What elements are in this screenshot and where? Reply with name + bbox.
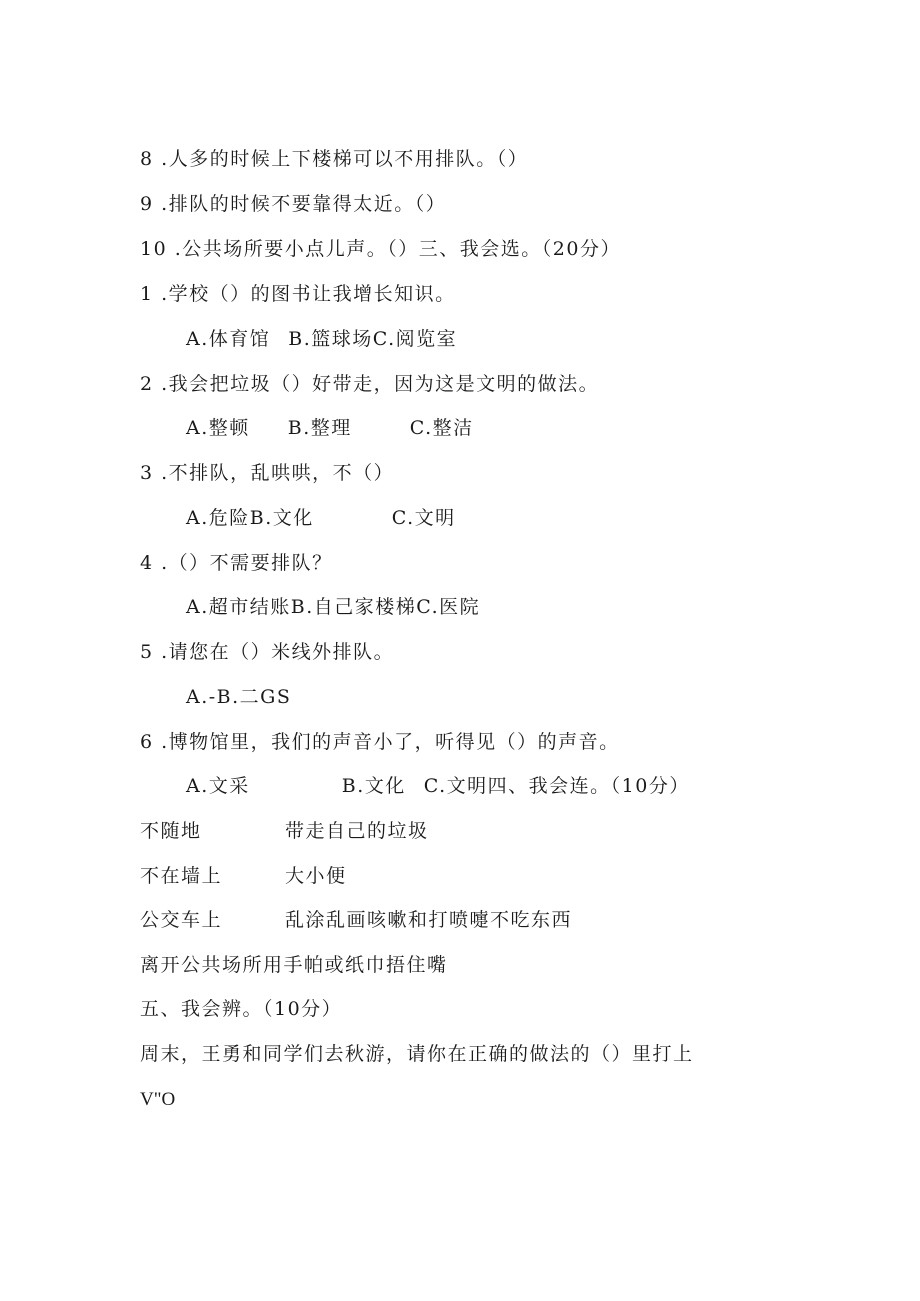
match-right-2: 大小便	[285, 865, 347, 887]
match-left-2: 不在墙上	[140, 865, 223, 887]
question-number: 9	[140, 193, 154, 215]
section-5-mark: V"O	[140, 1089, 176, 1110]
choice-3-options	[186, 506, 456, 530]
match-right-3: 乱涂乱画咳嗽和打喷嚏不吃东西	[285, 909, 573, 931]
option-a: A.整顿	[186, 417, 250, 439]
question-text: .	[153, 148, 169, 170]
question-text: 人多的时候上下楼梯可以不用排队。（）	[168, 148, 529, 170]
section-5-text: 周末，王勇和同学们去秋游，请你在正确的做法的（）里打上	[140, 1043, 694, 1065]
section-5-title: 五、我会辨。（10分）	[140, 998, 343, 1020]
choice-4-stem: 4 .（）不需要排队？	[140, 552, 333, 574]
choice-1-stem: 1 .学校（）的图书让我增长知识。	[140, 283, 456, 305]
question-text: .	[153, 193, 169, 215]
question-9	[140, 192, 446, 216]
choice-1-options	[186, 327, 457, 351]
option-b: B.文化	[341, 775, 406, 797]
choice-5-options: A.-B.二GS	[186, 686, 292, 708]
question-number: 10	[140, 238, 168, 260]
choice-6-options	[186, 774, 690, 798]
choice-5-stem: 5 .请您在（）米线外排队。	[140, 641, 395, 663]
question-text: .	[167, 238, 183, 260]
question-text: 排队的时候不要靠得太近。（）	[168, 193, 447, 215]
option-bc: B.篮球场C.阅览室	[288, 328, 458, 350]
option-c: C.整洁	[409, 417, 474, 439]
option-b: B.整理	[287, 417, 352, 439]
match-tail: 离开公共场所用手帕或纸巾捂住嘴	[140, 954, 448, 976]
choice-2-stem: 2 .我会把垃圾（）好带走，因为这是文明的做法。	[140, 373, 600, 395]
option-ab: A.危险B.文化	[186, 507, 314, 529]
question-10	[140, 237, 621, 261]
choice-4-options: A.超市结账B.自己家楼梯C.医院	[186, 596, 481, 618]
option-a: A.文采	[186, 775, 250, 797]
question-text: 公共场所要小点儿声。（）三、我会选。（20分）	[182, 238, 621, 260]
match-right-1: 带走自己的垃圾	[285, 820, 429, 842]
option-c: C.文明四、我会连。（10分）	[423, 775, 690, 797]
question-8	[140, 147, 528, 171]
option-c: C.文明	[391, 507, 456, 529]
option-a: A.体育馆	[186, 328, 271, 350]
choice-3-stem: 3 .不排队，乱哄哄，不（）	[140, 462, 395, 484]
match-left-1: 不随地	[140, 820, 202, 842]
match-left-3: 公交车上	[140, 909, 223, 931]
choice-2-options	[186, 416, 474, 440]
choice-6-stem: 6 .博物馆里，我们的声音小了，听得见（）的声音。	[140, 731, 620, 753]
question-number: 8	[140, 148, 154, 170]
